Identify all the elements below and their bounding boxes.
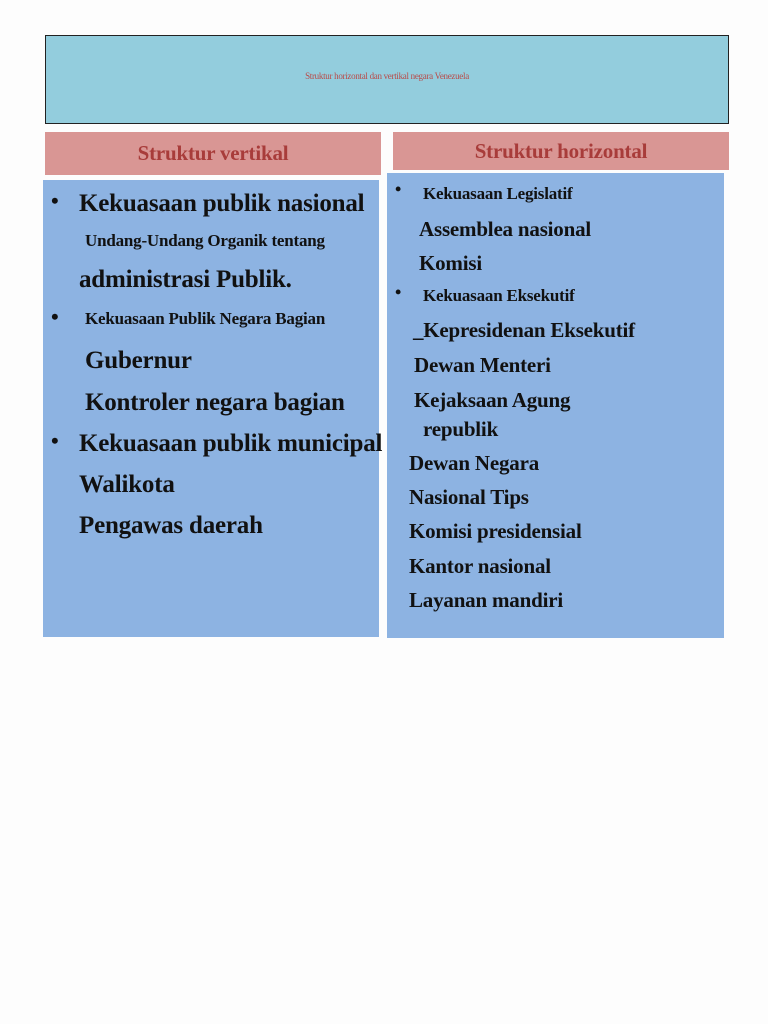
header-horizontal-label: Struktur horizontal <box>474 138 648 163</box>
list-item: Komisi presidensial <box>409 519 582 543</box>
list-item: Undang-Undang Organik tentang <box>85 231 325 250</box>
list-item: Kekuasaan Publik Negara Bagian <box>85 309 326 328</box>
list-item: Kontroler negara bagian <box>85 389 345 416</box>
list-item: Layanan mandiri <box>409 588 563 612</box>
horizontal-structure-panel <box>387 173 724 638</box>
list-item: Kekuasaan Legislatif <box>423 184 573 203</box>
header-horizontal-structure <box>393 132 729 170</box>
page-title: Struktur horizontal dan vertikal negara Venezuela <box>305 70 469 81</box>
list-item: Komisi <box>419 251 482 275</box>
bullet-marker: • <box>395 282 402 302</box>
list-item: Nasional Tips <box>409 485 529 509</box>
vertical-structure-panel <box>43 180 383 637</box>
list-item: Walikota <box>79 471 175 498</box>
list-item: Assemblea nasional <box>419 217 592 241</box>
bullet-marker: • <box>51 304 59 329</box>
bullet-marker: • <box>395 179 402 199</box>
title-box <box>45 35 729 124</box>
list-item: Dewan Menteri <box>414 353 551 377</box>
list-item: Gubernur <box>85 347 192 374</box>
list-item: Kejaksaan Agung <box>414 388 571 412</box>
bullet-marker: • <box>51 188 59 213</box>
bullet-marker: • <box>51 428 59 453</box>
list-item: administrasi Publik. <box>79 266 292 293</box>
list-item: Kekuasaan Eksekutif <box>423 286 575 305</box>
list-item: Kantor nasional <box>409 554 551 578</box>
list-item: Kekuasaan publik municipal <box>79 430 383 457</box>
list-item: Dewan Negara <box>409 451 539 475</box>
list-item: _Kepresidenan Eksekutif <box>413 318 635 342</box>
list-item: Pengawas daerah <box>79 512 263 539</box>
list-item: republik <box>423 417 499 441</box>
header-vertical-label: Struktur vertikal <box>137 141 289 165</box>
list-item: Kekuasaan publik nasional <box>79 190 365 217</box>
header-vertical-structure <box>45 132 381 175</box>
